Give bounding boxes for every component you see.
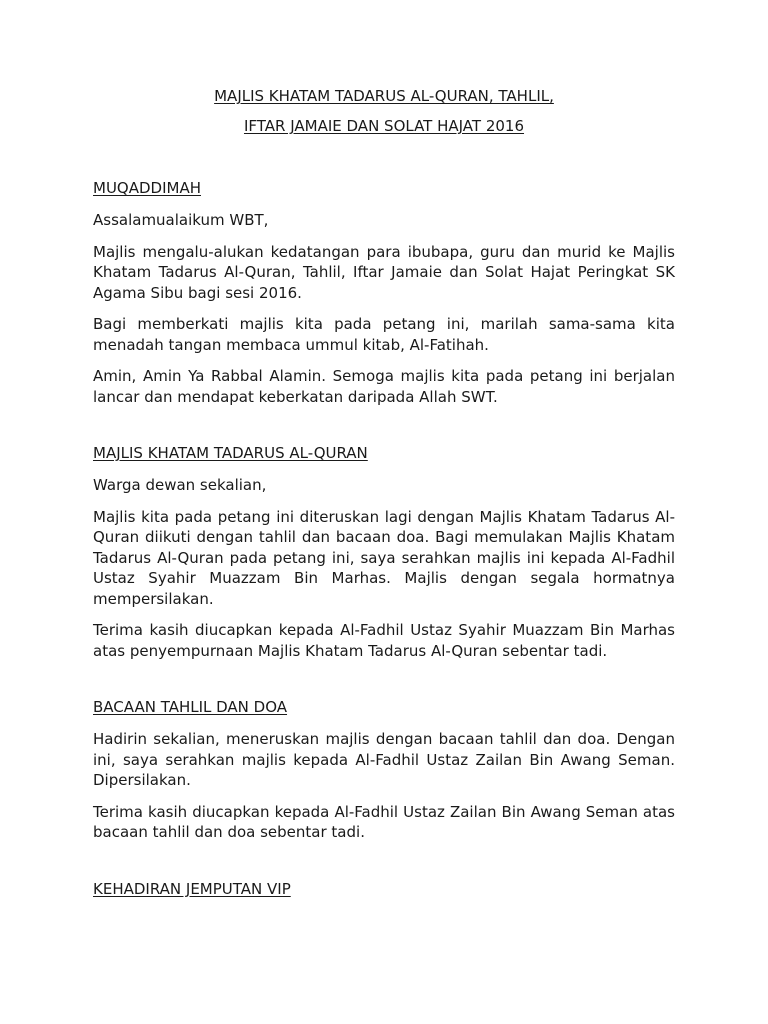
document-body	[93, 86, 675, 900]
section-heading: KEHADIRAN JEMPUTAN VIP	[93, 879, 291, 898]
paragraph: Warga dewan sekalian,	[93, 476, 267, 494]
document-title-line-1: MAJLIS KHATAM TADARUS AL-QURAN, TAHLIL,	[214, 87, 554, 105]
paragraph: Majlis mengalu-alukan kedatangan para ibubapa, guru dan murid ke Majlis Khatam Tadarus Al-Quran, Tahlil, Iftar Jamaie dan Solat Hajat Peringkat SK Agama Sibu bagi sesi 2016.	[93, 242, 675, 302]
section-kehadiran-vip	[93, 879, 675, 900]
paragraph: Terima kasih diucapkan kepada Al-Fadhil Ustaz Syahir Muazzam Bin Marhas atas penyempurnaan Majlis Khatam Tadarus Al-Quran sebentar tadi.	[93, 621, 675, 660]
section-majlis-khatam	[93, 443, 675, 661]
paragraph: Terima kasih diucapkan kepada Al-Fadhil Ustaz Zailan Bin Awang Seman atas bacaan tahlil dan doa sebentar tadi.	[93, 802, 675, 841]
paragraph: Hadirin sekalian, meneruskan majlis dengan bacaan tahlil dan doa. Dengan ini, saya serahkan majlis kepada Al-Fadhil Ustaz Zailan Bin Awang Seman. Dipersilakan.	[93, 730, 675, 789]
section-bacaan-tahlil	[93, 697, 675, 843]
paragraph: Bagi memberkati majlis kita pada petang ini, marilah sama-sama kita menadah tangan membaca ummul kitab, Al-Fatihah.	[93, 315, 675, 354]
paragraph: Majlis kita pada petang ini diteruskan lagi dengan Majlis Khatam Tadarus Al-Quran diikuti dengan tahlil dan bacaan doa. Bagi memulakan Majlis Khatam Tadarus Al-Quran pada petang ini, saya serahkan majlis ini kepada Al-Fadhil Ustaz Syahir Muazzam Bin Marhas. Majlis dengan segala hormatnya mempersilakan.	[93, 507, 675, 608]
section-heading: MUQADDIMAH	[93, 179, 201, 197]
section-heading: MAJLIS KHATAM TADARUS AL-QURAN	[93, 444, 368, 462]
paragraph: Assalamualaikum WBT,	[93, 211, 269, 229]
section-heading: BACAAN TAHLIL DAN DOA	[93, 698, 288, 716]
section-muqaddimah	[93, 178, 675, 407]
paragraph: Amin, Amin Ya Rabbal Alamin. Semoga majlis kita pada petang ini berjalan lancar dan mendapat keberkatan daripada Allah SWT.	[93, 367, 675, 406]
document-title-line-2: IFTAR JAMAIE DAN SOLAT HAJAT 2016	[243, 117, 525, 135]
